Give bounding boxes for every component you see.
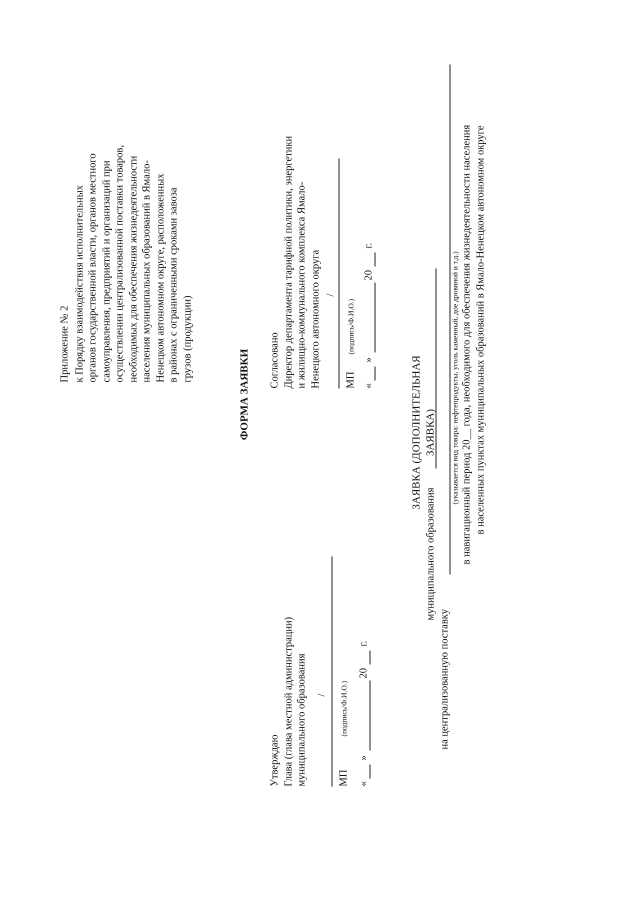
agree-signature-row bbox=[323, 29, 345, 389]
year-line bbox=[369, 651, 370, 665]
appendix-line: в районах с ограниченными сроками завоза bbox=[168, 187, 180, 383]
slash: / bbox=[316, 693, 327, 697]
document-page bbox=[1, 0, 640, 905]
year-line bbox=[375, 253, 376, 267]
agree-position-line: и жилищно-коммунального комплекса Ямало- bbox=[296, 181, 308, 389]
agree-block bbox=[269, 29, 379, 389]
request-title: ЗАЯВКА (ДОПОЛНИТЕЛЬНАЯ ЗАЯВКА) bbox=[410, 355, 436, 510]
mp-label: МП bbox=[345, 371, 357, 389]
agree-date-row bbox=[363, 29, 379, 389]
municipality-line bbox=[436, 269, 437, 469]
period-line: в навигационный период 20__ года, необходимого для обеспечения жизнедеятельности населения bbox=[461, 124, 473, 565]
year-prefix: 20 bbox=[363, 270, 375, 281]
appendix-line: необходимых для обеспечения жизнедеятельности bbox=[128, 155, 139, 383]
signature-hint: (подпись/Ф.И.О.) bbox=[339, 680, 348, 737]
slash: / bbox=[325, 293, 337, 297]
agree-title: Согласовано bbox=[269, 332, 281, 389]
appendix-header bbox=[59, 23, 195, 383]
year-suffix: г. bbox=[363, 242, 375, 249]
agree-position-line: Директор департамента тарифной политики, энергетики bbox=[283, 135, 294, 389]
month-line bbox=[375, 283, 376, 353]
approve-date-row bbox=[357, 527, 373, 787]
year-prefix: 20 bbox=[358, 668, 369, 679]
supply-label: на централизованную поставку bbox=[439, 609, 451, 750]
agree-position-line: Ненецкого автономного округа bbox=[310, 249, 321, 389]
municipality-label: муниципального образования bbox=[425, 487, 437, 621]
date-quote-open: « bbox=[363, 383, 375, 389]
mp-label: МП bbox=[338, 769, 349, 787]
agree-signature-line bbox=[339, 159, 340, 389]
date-quote-close: » bbox=[363, 357, 375, 363]
year-suffix: г. bbox=[358, 640, 369, 647]
appendix-line: населения муниципальных образований в Ямало- bbox=[141, 160, 153, 383]
day-line bbox=[369, 765, 370, 779]
territory-line: в населенных пунктах муниципальных образований в Ямало-Ненецком автономном округе bbox=[475, 125, 487, 535]
approve-mp-row bbox=[337, 527, 357, 787]
appendix-line: к Порядку взаимодействия исполнительных bbox=[74, 185, 85, 383]
appendix-line: осуществлении централизованной поставки товаров, bbox=[114, 144, 126, 383]
date-quote-open: « bbox=[358, 781, 369, 787]
appendix-line: грузов (продукции) bbox=[182, 295, 193, 383]
approve-signature-row bbox=[309, 527, 337, 787]
approve-title: Утверждаю bbox=[269, 734, 281, 787]
form-title: ФОРМА ЗАЯВКИ bbox=[238, 348, 251, 441]
approve-signature-line bbox=[331, 557, 332, 787]
appendix-line: органов государственной власти, органов местного bbox=[87, 153, 99, 383]
supply-hint: (указывается вид товара: нефтепродукты, уголь каменный, дое дровяной и т.д.) bbox=[450, 251, 460, 505]
approve-position-line: Глава (глава местной администрации) bbox=[283, 616, 294, 787]
month-line bbox=[369, 681, 370, 751]
appendix-line: самоуправления, предприятий и организаций при bbox=[101, 160, 112, 383]
approve-position-line: муниципального образования bbox=[296, 653, 308, 787]
agree-mp-row bbox=[345, 29, 363, 389]
appendix-title: Приложение № 2 bbox=[59, 305, 71, 383]
date-quote-close: » bbox=[358, 755, 369, 761]
signature-hint: (подпись/Ф.И.О.) bbox=[346, 298, 356, 355]
approve-block bbox=[269, 527, 374, 787]
appendix-line: Ненецком автономном округе, расположенных bbox=[155, 173, 166, 383]
day-line bbox=[375, 367, 376, 381]
